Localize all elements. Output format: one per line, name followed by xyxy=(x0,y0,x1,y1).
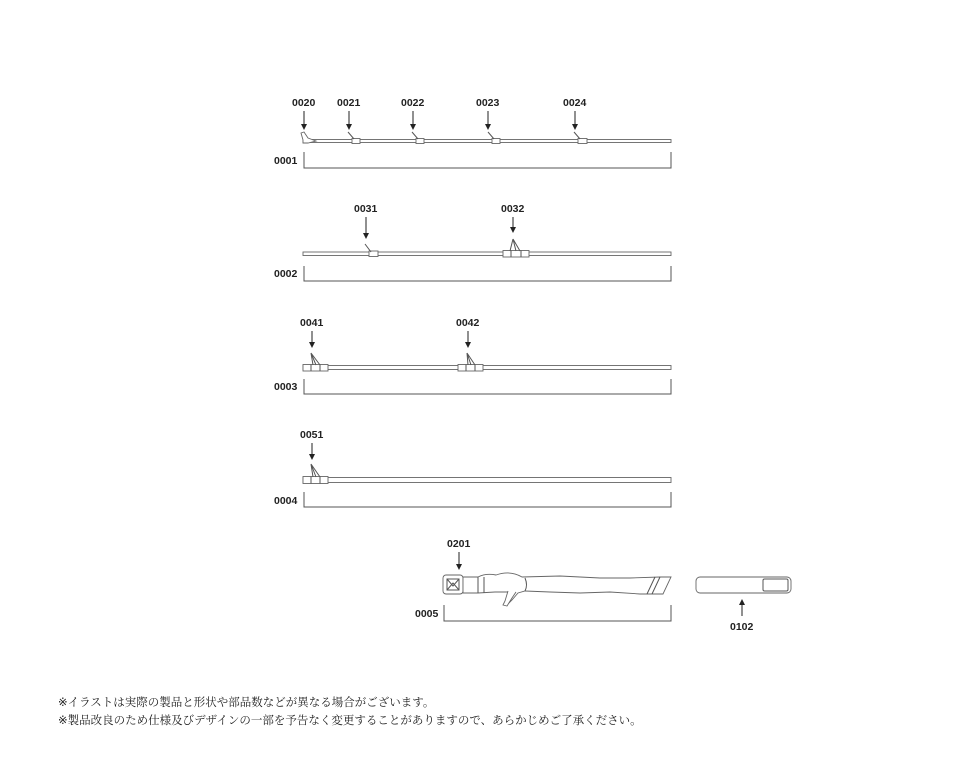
callout-label-0201: 0201 xyxy=(447,538,471,550)
rod-blank-0004 xyxy=(303,478,671,483)
bracket-0003 xyxy=(304,379,671,394)
part-0102 xyxy=(696,577,791,633)
callout-label-0022: 0022 xyxy=(401,97,425,109)
callout-label-0042: 0042 xyxy=(456,317,480,329)
arrow-head xyxy=(363,233,369,239)
callout-label-0051: 0051 xyxy=(300,429,324,441)
part-label-0102: 0102 xyxy=(730,621,754,633)
tip-top-guide xyxy=(301,132,316,143)
arrow-head xyxy=(410,124,416,130)
rod-section-0001 xyxy=(274,97,671,168)
part-label-0001: 0001 xyxy=(274,155,298,167)
part-label-0002: 0002 xyxy=(274,268,298,280)
disclaimer-note: ※製品改良のため仕様及びデザインの一部を予告なく変更することがありますので、あらかじめご了承ください。 xyxy=(58,713,642,727)
rod-section-0004 xyxy=(274,429,671,507)
guide-0042 xyxy=(458,353,483,371)
rod-blank-0003 xyxy=(303,366,671,370)
rod-blank-0002 xyxy=(303,252,671,256)
callout-label-0031: 0031 xyxy=(354,203,378,215)
handle-grip xyxy=(443,573,671,606)
arrow-head xyxy=(572,124,578,130)
arrow-head xyxy=(465,342,471,348)
bracket-0004 xyxy=(304,492,671,507)
guide-0051 xyxy=(303,464,328,484)
arrow-head xyxy=(739,599,745,605)
callout-label-0024: 0024 xyxy=(563,97,587,109)
arrow-head xyxy=(346,124,352,130)
part-label-0003: 0003 xyxy=(274,381,298,393)
rod-section-0002 xyxy=(274,203,671,281)
callout-label-0032: 0032 xyxy=(501,203,525,215)
callout-label-0041: 0041 xyxy=(300,317,324,329)
rod-section-0003 xyxy=(274,317,671,394)
disclaimer-note: ※イラストは実際の製品と形状や部品数などが異なる場合がございます。 xyxy=(58,695,435,709)
arrow-head xyxy=(510,227,516,233)
rod-section-0005 xyxy=(415,538,671,621)
bracket-0002 xyxy=(304,266,671,281)
callout-label-0021: 0021 xyxy=(337,97,361,109)
bracket-0005 xyxy=(444,605,671,621)
part-label-0005: 0005 xyxy=(415,608,439,620)
callout-label-0023: 0023 xyxy=(476,97,500,109)
part-label-0004: 0004 xyxy=(274,495,298,507)
arrow-head xyxy=(485,124,491,130)
callout-label-0020: 0020 xyxy=(292,97,316,109)
guide-0041 xyxy=(303,353,328,371)
arrow-head xyxy=(301,124,307,130)
bracket-0001 xyxy=(304,152,671,168)
guide-0032 xyxy=(503,239,529,257)
arrow-head xyxy=(456,564,462,570)
arrow-head xyxy=(309,342,315,348)
arrow-head xyxy=(309,454,315,460)
